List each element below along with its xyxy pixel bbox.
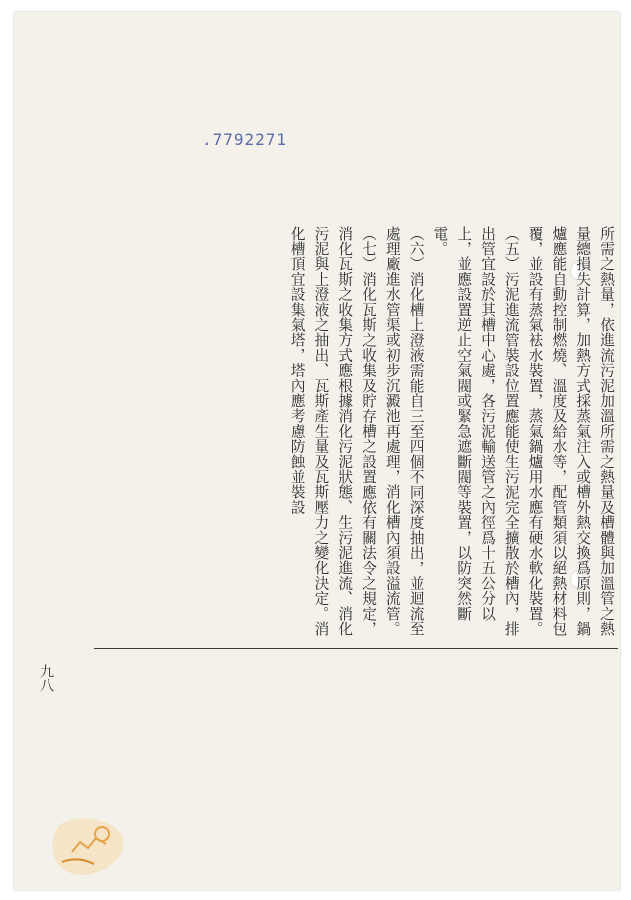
paragraph-text: 污泥進流管裝設位置應能使生污泥完全擴散於槽內，排出管宜設於其槽中心處，各污泥輸送管之內徑爲十五公分以上，並應設置逆止空氣閥或緊急遮斷閥等裝置，以防突然斷電。 xyxy=(431,226,520,637)
page-number: 九八 xyxy=(38,664,54,692)
paragraph-5 xyxy=(428,226,523,642)
paragraph-text: 消化槽上澄液需能自三至四個不同深度抽出，並迴流至處理廠進水管渠或初步沉澱池再處理，消化槽內須設溢流管。 xyxy=(383,226,425,637)
paragraph-6 xyxy=(380,226,428,642)
archive-logo-icon xyxy=(44,812,134,882)
horizontal-rule xyxy=(94,648,618,649)
paragraph-text: 消化瓦斯之收集及貯存槽之設置應依有關法令之規定，消化瓦斯之收集方式應根據消化污泥狀態、生污泥進流、消化污泥與上澄液之抽出、瓦斯產生量及瓦斯壓力之變化決定。消化槽頂宜設集氣塔，塔內應考慮防蝕並裝設 xyxy=(288,226,378,637)
vertical-body-text xyxy=(102,226,618,642)
paragraph-number: （六） xyxy=(407,226,425,272)
paragraph-number: （七） xyxy=(360,226,378,272)
continuation-paragraph: 所需之熱量，依進流污泥加溫所需之熱量及槽體與加溫管之熱量總損失計算，加熱方式採蒸氣注入或槽外熱交換爲原則，鍋爐應能自動控制燃燒、溫度及給水等，配管類須以絕熱材料包覆，並設有蒸氣袪水裝置，蒸氣鍋爐用水應有硬水軟化裝置。 xyxy=(526,226,615,637)
paragraph-7 xyxy=(285,226,380,642)
document-page xyxy=(14,12,620,890)
paragraph-number: （五） xyxy=(502,226,520,272)
document-stamp-number: .7792271 xyxy=(202,130,288,149)
